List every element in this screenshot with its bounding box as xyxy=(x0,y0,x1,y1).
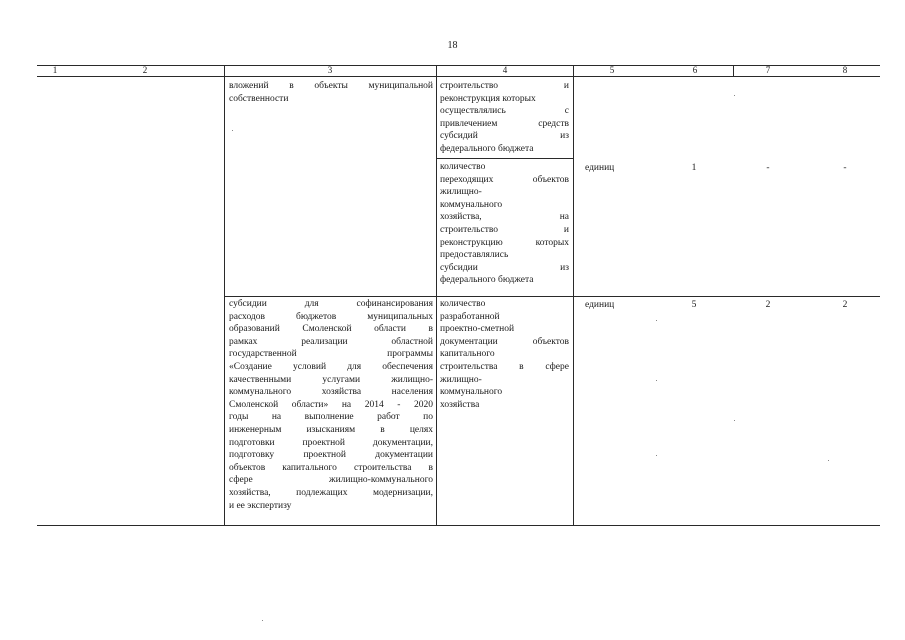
text-line: строительство и xyxy=(440,81,569,91)
table-bottom-rule xyxy=(37,525,880,526)
text-line: федерального бюджета xyxy=(440,143,534,154)
page-number: 18 xyxy=(447,40,458,51)
column-divider xyxy=(436,65,437,525)
header-col-2: 2 xyxy=(142,65,148,75)
row2-col6-value: 1 xyxy=(691,163,697,173)
text-line: хозяйства, на xyxy=(440,212,569,223)
text-line: расходов бюджетов муниципальных xyxy=(229,311,433,322)
row3-unit: единиц xyxy=(585,300,615,310)
text-line: федерального бюджета xyxy=(440,275,534,286)
row3-col7-value: 2 xyxy=(765,300,771,310)
scan-artifact xyxy=(262,620,263,621)
text-line: сфере жилищно-коммунального xyxy=(229,475,433,486)
text-line: количество xyxy=(440,299,486,309)
text-line: коммунального хозяйства населения xyxy=(229,387,433,398)
row-divider-col4 xyxy=(436,158,573,159)
text-line: жилищно- xyxy=(440,187,482,198)
text-line: подготовки проектной документации, xyxy=(229,437,433,448)
row3-col8-value: 2 xyxy=(842,300,848,310)
text-line: собственности xyxy=(229,93,289,104)
text-line: рамках реализации областной xyxy=(229,336,433,347)
scan-artifact xyxy=(656,455,657,456)
text-line: хозяйства xyxy=(440,399,480,410)
text-line: строительство и xyxy=(440,224,569,235)
scan-artifact xyxy=(734,95,735,96)
text-line: подготовку проектной документации xyxy=(229,450,433,461)
text-line: и ее экспертизу xyxy=(229,500,292,511)
row1-col4-text xyxy=(440,80,569,156)
row3-col6-value: 5 xyxy=(691,300,697,310)
row2-col4-text xyxy=(440,161,569,287)
text-line: коммунального xyxy=(440,199,503,210)
text-line: реконструкцию которых xyxy=(440,237,569,248)
scan-artifact xyxy=(656,380,657,381)
header-col-5: 5 xyxy=(609,65,615,75)
row-divider-main xyxy=(224,296,880,297)
text-line: проектно-сметной xyxy=(440,324,515,335)
text-line: реконструкция которых xyxy=(440,93,536,104)
text-line: вложений в объекты муниципальной xyxy=(229,81,433,91)
text-line: коммунального xyxy=(440,387,503,398)
header-col-4: 4 xyxy=(502,65,508,75)
text-line: хозяйства, подлежащих модернизации, xyxy=(229,487,433,498)
text-line: годы на выполнение работ по xyxy=(229,412,433,423)
header-col-1: 1 xyxy=(52,65,58,75)
table-header-rule xyxy=(37,76,880,77)
text-line: Смоленской области» на 2014 - 2020 xyxy=(229,399,433,410)
text-line: субсидии из xyxy=(440,262,569,273)
row3-col3-text xyxy=(229,298,433,512)
row3-col4-text xyxy=(440,298,569,411)
text-line: привлечением средств xyxy=(440,118,569,129)
text-line: образований Смоленской области в xyxy=(229,324,433,335)
text-line: качественными услугами жилищно- xyxy=(229,374,433,385)
header-col-8: 8 xyxy=(842,65,848,75)
text-line: «Создание условий для обеспечения xyxy=(229,361,433,372)
scan-artifact xyxy=(828,460,829,461)
header-col-6: 6 xyxy=(692,65,698,75)
text-line: переходящих объектов xyxy=(440,174,569,185)
text-line: жилищно- xyxy=(440,374,482,385)
scan-artifact xyxy=(232,130,233,131)
column-divider xyxy=(224,65,225,525)
table-top-rule xyxy=(37,65,880,66)
text-line: капитального xyxy=(440,349,495,360)
column-divider xyxy=(733,65,734,77)
row1-col3-text xyxy=(229,80,433,105)
text-line: государственной программы xyxy=(229,349,433,360)
row2-unit: единиц xyxy=(585,163,615,173)
row2-col7-value: - xyxy=(766,163,770,173)
text-line: объектов капитального строительства в xyxy=(229,462,433,473)
text-line: субсидии для софинансирования xyxy=(229,299,433,309)
text-line: строительства в сфере xyxy=(440,361,569,372)
text-line: документации объектов xyxy=(440,336,569,347)
text-line: предоставлялись xyxy=(440,250,509,261)
header-col-3: 3 xyxy=(327,65,333,75)
header-col-7: 7 xyxy=(765,65,771,75)
text-line: инженерным изысканиям в целях xyxy=(229,424,433,435)
scan-artifact xyxy=(734,420,735,421)
text-line: количество xyxy=(440,162,486,172)
scan-artifact xyxy=(656,320,657,321)
column-divider xyxy=(573,65,574,525)
text-line: осуществлялись с xyxy=(440,106,569,117)
text-line: субсидий из xyxy=(440,131,569,142)
row2-col8-value: - xyxy=(843,163,847,173)
text-line: разработанной xyxy=(440,311,500,322)
